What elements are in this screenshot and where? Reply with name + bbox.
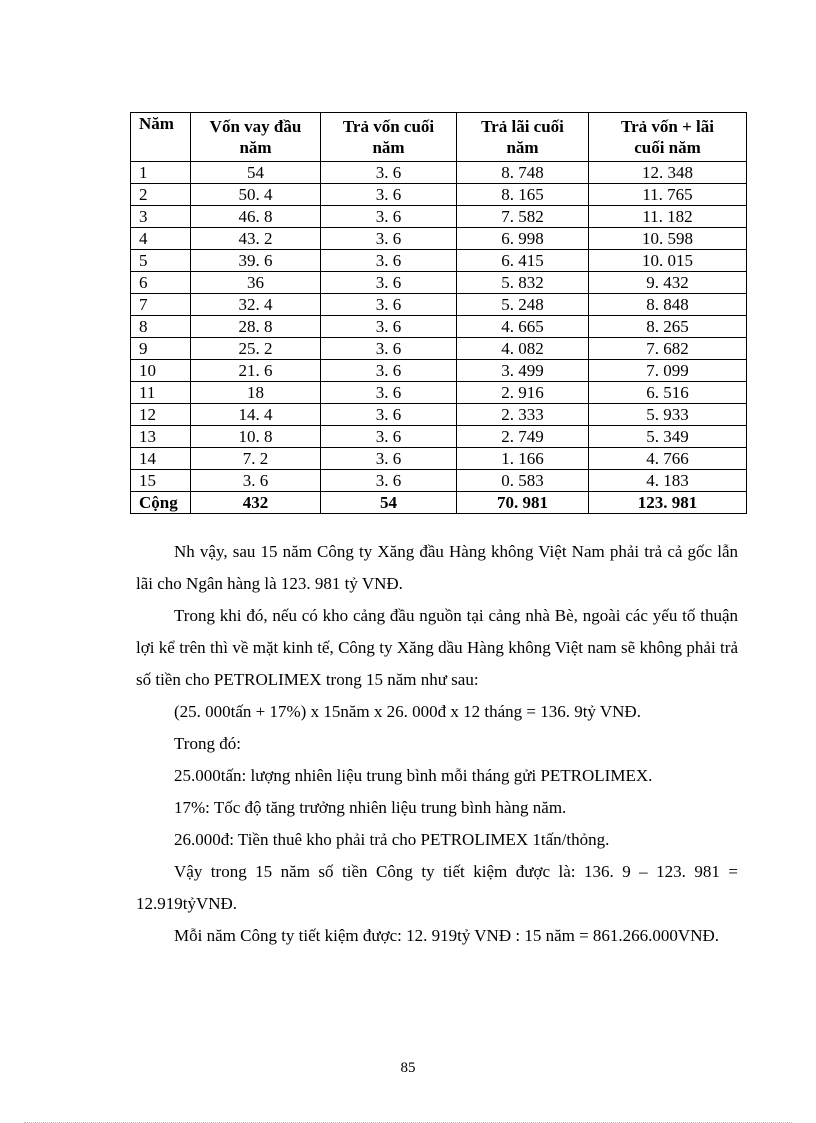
- cell-interest: 6. 998: [457, 228, 589, 250]
- table-row: [131, 448, 747, 470]
- cell-interest: 5. 248: [457, 294, 589, 316]
- cell-principal: 3. 6: [321, 294, 457, 316]
- table-row: [131, 338, 747, 360]
- total-loan: 432: [191, 492, 321, 514]
- cell-principal: 3. 6: [321, 162, 457, 184]
- table-header-row: [131, 113, 747, 162]
- paragraph-total-savings: Vậy trong 15 năm số tiền Công ty tiết kiệm được là: 136. 9 – 123. 981 = 12.919tỷVNĐ.: [136, 862, 738, 913]
- cell-loan: 25. 2: [191, 338, 321, 360]
- cell-principal: 3. 6: [321, 360, 457, 382]
- page-number: 85: [400, 1060, 416, 1076]
- cell-total: 4. 766: [589, 448, 747, 470]
- cell-year: 8: [131, 316, 191, 338]
- table-row: [131, 162, 747, 184]
- cell-principal: 3. 6: [321, 448, 457, 470]
- table-row: [131, 360, 747, 382]
- formula-line: (25. 000tấn + 17%) x 15năm x 26. 000đ x 12 tháng = 136. 9tỷ VNĐ.: [174, 702, 641, 721]
- cell-loan: 14. 4: [191, 404, 321, 426]
- loan-repayment-table-wrapper: [130, 112, 746, 514]
- table-row: [131, 294, 747, 316]
- cell-year: 11: [131, 382, 191, 404]
- total-principal: 54: [321, 492, 457, 514]
- table-row: [131, 184, 747, 206]
- definition-fuel: 25.000tấn: lượng nhiên liệu trung bình mỗi tháng gửi PETROLIMEX.: [174, 766, 653, 785]
- cell-loan: 28. 8: [191, 316, 321, 338]
- cell-total: 12. 348: [589, 162, 747, 184]
- cell-total: 10. 598: [589, 228, 747, 250]
- cell-year: 3: [131, 206, 191, 228]
- table-row: [131, 250, 747, 272]
- cell-interest: 8. 748: [457, 162, 589, 184]
- cell-interest: 8. 165: [457, 184, 589, 206]
- cell-loan: 43. 2: [191, 228, 321, 250]
- cell-year: 10: [131, 360, 191, 382]
- cell-loan: 36: [191, 272, 321, 294]
- cell-total: 5. 933: [589, 404, 747, 426]
- cell-principal: 3. 6: [321, 228, 457, 250]
- table-row: [131, 228, 747, 250]
- cell-year: 1: [131, 162, 191, 184]
- table-body: [131, 162, 747, 514]
- cell-year: 6: [131, 272, 191, 294]
- cell-loan: 7. 2: [191, 448, 321, 470]
- where-label: Trong đó:: [174, 734, 241, 753]
- cell-interest: 4. 082: [457, 338, 589, 360]
- cell-total: 11. 182: [589, 206, 747, 228]
- cell-total: 11. 765: [589, 184, 747, 206]
- cell-loan: 32. 4: [191, 294, 321, 316]
- paragraph-summary: Nh vậy, sau 15 năm Công ty Xăng đầu Hàng không Việt Nam phải trả cả gốc lẫn lãi cho Ngân hàng là 123. 981 tỷ VNĐ.: [136, 542, 738, 593]
- paragraph-savings-context: Trong khi đó, nếu có kho cảng đầu nguồn tại cảng nhà Bè, ngoài các yếu tố thuận lợi kể trên thì về mặt kinh tế, Công ty Xăng dầu Hàng không Việt nam sẽ không phải trả số tiền cho PETROLIMEX trong 15 năm như sau:: [136, 606, 738, 689]
- cell-interest: 3. 499: [457, 360, 589, 382]
- cell-interest: 1. 166: [457, 448, 589, 470]
- body-text: [136, 536, 738, 952]
- cell-loan: 21. 6: [191, 360, 321, 382]
- definition-rent: 26.000đ: Tiền thuê kho phải trả cho PETROLIMEX 1tấn/thỏng.: [174, 830, 610, 849]
- cell-total: 9. 432: [589, 272, 747, 294]
- cell-year: 4: [131, 228, 191, 250]
- cell-principal: 3. 6: [321, 272, 457, 294]
- header-total: Trả vốn + lãi cuối năm: [589, 113, 747, 162]
- cell-total: 6. 516: [589, 382, 747, 404]
- cell-principal: 3. 6: [321, 250, 457, 272]
- table-row: [131, 404, 747, 426]
- cell-year: 12: [131, 404, 191, 426]
- cell-principal: 3. 6: [321, 184, 457, 206]
- table-row: [131, 206, 747, 228]
- table-row: [131, 426, 747, 448]
- cell-principal: 3. 6: [321, 338, 457, 360]
- cell-total: 10. 015: [589, 250, 747, 272]
- cell-loan: 46. 8: [191, 206, 321, 228]
- cell-year: 13: [131, 426, 191, 448]
- cell-loan: 39. 6: [191, 250, 321, 272]
- cell-total: 7. 682: [589, 338, 747, 360]
- cell-interest: 6. 415: [457, 250, 589, 272]
- cell-total: 7. 099: [589, 360, 747, 382]
- cell-year: 7: [131, 294, 191, 316]
- header-interest: Trả lãi cuối năm: [457, 113, 589, 162]
- cell-principal: 3. 6: [321, 206, 457, 228]
- table-row: [131, 316, 747, 338]
- table-row: [131, 272, 747, 294]
- header-loan: Vốn vay đầu năm: [191, 113, 321, 162]
- cell-interest: 7. 582: [457, 206, 589, 228]
- cell-loan: 10. 8: [191, 426, 321, 448]
- table-row: [131, 382, 747, 404]
- loan-repayment-table: [130, 112, 747, 514]
- table-total-row: [131, 492, 747, 514]
- cell-principal: 3. 6: [321, 470, 457, 492]
- cell-year: 15: [131, 470, 191, 492]
- header-year: Năm: [131, 113, 191, 162]
- cell-total: 8. 265: [589, 316, 747, 338]
- cell-interest: 2. 333: [457, 404, 589, 426]
- cell-year: 14: [131, 448, 191, 470]
- cell-interest: 4. 665: [457, 316, 589, 338]
- total-interest: 70. 981: [457, 492, 589, 514]
- cell-interest: 5. 832: [457, 272, 589, 294]
- paragraph-annual-savings: Mỗi năm Công ty tiết kiệm được: 12. 919tỷ VNĐ : 15 năm = 861.266.000VNĐ.: [174, 926, 720, 945]
- cell-principal: 3. 6: [321, 382, 457, 404]
- cell-year: 5: [131, 250, 191, 272]
- cell-year: 2: [131, 184, 191, 206]
- cell-interest: 0. 583: [457, 470, 589, 492]
- cell-interest: 2. 916: [457, 382, 589, 404]
- cell-total: 5. 349: [589, 426, 747, 448]
- cell-principal: 3. 6: [321, 404, 457, 426]
- header-principal: Trả vốn cuối năm: [321, 113, 457, 162]
- cell-loan: 54: [191, 162, 321, 184]
- total-sum: 123. 981: [589, 492, 747, 514]
- definition-growth: 17%: Tốc độ tăng trưởng nhiên liệu trung bình hàng năm.: [174, 798, 567, 817]
- cell-total: 4. 183: [589, 470, 747, 492]
- cell-interest: 2. 749: [457, 426, 589, 448]
- table-row: [131, 470, 747, 492]
- cell-principal: 3. 6: [321, 316, 457, 338]
- cell-year: 9: [131, 338, 191, 360]
- cell-principal: 3. 6: [321, 426, 457, 448]
- cell-loan: 50. 4: [191, 184, 321, 206]
- total-label: Cộng: [131, 492, 191, 514]
- cell-loan: 18: [191, 382, 321, 404]
- cell-loan: 3. 6: [191, 470, 321, 492]
- cell-total: 8. 848: [589, 294, 747, 316]
